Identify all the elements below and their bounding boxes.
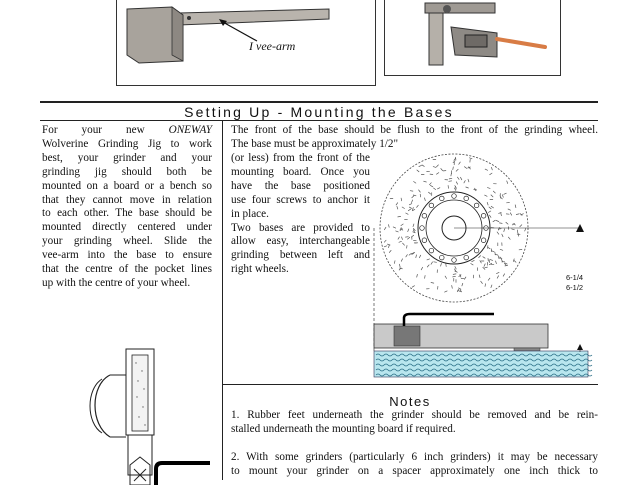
left-line: mounted on a board or a bench so [42, 180, 212, 194]
notes-body [231, 408, 598, 478]
section-top-rule [40, 101, 598, 103]
right-full-line: The base must be approximately 1/2" [231, 138, 598, 152]
right-narrow-line: use four screws to anchor it [231, 194, 370, 208]
notes-top-rule [222, 384, 598, 385]
left-line: grinding jig should both be [42, 166, 212, 180]
dimension-label-1: 6-1/4 [566, 273, 583, 283]
vee-arm-caption: I vee-arm [249, 39, 295, 54]
left-line: best, your grinder and your [42, 152, 212, 166]
note-line: to mount your grinder on a spacer approximately one inch thick to [231, 464, 598, 478]
note-line: 2. With some grinders (particularly 6 inch grinders) it may be necessary [231, 450, 598, 464]
right-narrow-line: in place. [231, 208, 370, 222]
right-narrow-line: Two bases are provided to [231, 222, 370, 236]
right-narrow-line: allow easy, interchangeable [231, 235, 370, 249]
right-full-line: The front of the base should be flush to the front of the grinding wheel. [231, 124, 598, 138]
right-narrow-line: (or less) from the front of the [231, 152, 370, 166]
notes-title: Notes [222, 394, 598, 409]
section-title-underline [40, 120, 598, 121]
right-column-narrow-text [231, 152, 370, 277]
right-column-full-text [231, 124, 598, 152]
jig-illustration [385, 0, 560, 75]
right-narrow-line: have the base positioned [231, 180, 370, 194]
left-line: to each other. The base should be [42, 207, 212, 221]
dimension-label-2: 6-1/2 [566, 283, 583, 293]
left-column-text [42, 124, 212, 291]
left-line: that they cannot move in relation [42, 194, 212, 208]
right-narrow-line: grinding between left and [231, 249, 370, 263]
left-line: Wolverine Grinding Jig to work [42, 138, 212, 152]
left-line: that the centre of the pocket lines [42, 263, 212, 277]
jig-figure [384, 0, 561, 76]
grinding-wheel-diagram [370, 152, 600, 380]
brand-name: ONEWAY [169, 124, 212, 136]
vee-arm-illustration [117, 0, 375, 85]
left-line-1 [42, 124, 212, 138]
vee-arm-figure [116, 0, 376, 86]
left-line: mounted directly centered under [42, 221, 212, 235]
grinder-top-view-illustration [50, 345, 210, 485]
left-line: vee-arm into the base to ensure [42, 249, 212, 263]
right-narrow-line: right wheels. [231, 263, 370, 277]
column-divider [222, 121, 223, 480]
left-line: your grinding wheel. Slide the [42, 235, 212, 249]
right-narrow-line: mounting board. Once you [231, 166, 370, 180]
note-line: stalled underneath the mounting board if required. [231, 422, 598, 436]
section-title: Setting Up - Mounting the Bases [40, 104, 598, 120]
note-line: 1. Rubber feet underneath the grinder should be removed and be rein- [231, 408, 598, 422]
left-line-1-text: For your new ONEWAY [42, 124, 212, 136]
left-line: up with the centre of your wheel. [42, 277, 212, 291]
